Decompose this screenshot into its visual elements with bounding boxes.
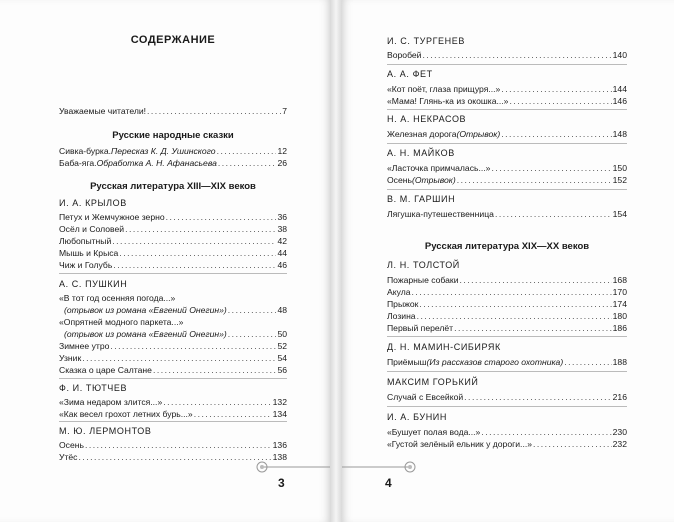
toc-entry: «Как весел грохот летних бурь...» ..... 134 (59, 409, 287, 419)
toc-entry: «Опрятней модного паркета...» (59, 317, 184, 327)
toc-entry: «Бушует полая вода...» ..... 230 (387, 427, 627, 437)
divider (387, 64, 627, 65)
divider (387, 406, 627, 407)
toc-entry: «Густой зелёный ельник у дороги...» ..... 232 (387, 439, 627, 449)
toc-entry: Осень ..... 136 (59, 440, 287, 450)
author-name: МАКСИМ ГОРЬКИЙ (387, 377, 479, 387)
toc-entry: Сказка о царе Салтане ..... 56 (59, 365, 287, 375)
author-name: А. А. ФЕТ (387, 69, 433, 79)
toc-entry: Приёмыш (Из рассказов старого охотника) ..... 188 (387, 357, 627, 367)
toc-entry: Первый перелёт ..... 186 (387, 323, 627, 333)
divider (387, 371, 627, 372)
page-number: 3 (278, 476, 285, 490)
toc-entry: (отрывок из романа «Евгений Онегин») ..... 48 (59, 305, 287, 315)
toc-entry: Прыжок ..... 174 (387, 299, 627, 309)
author-name: И. А. БУНИН (387, 412, 447, 422)
divider (59, 421, 287, 422)
author-name: И. С. ТУРГЕНЕВ (387, 36, 465, 46)
toc-entry: Железная дорога (Отрывок) ..... 148 (387, 129, 627, 139)
divider (387, 143, 627, 144)
toc-entry: Мышь и Крыса ..... 44 (59, 248, 287, 258)
ornament-icon (342, 460, 422, 474)
section-heading: Русские народные сказки (112, 130, 234, 141)
author-name: Л. Н. ТОЛСТОЙ (387, 260, 460, 270)
toc-entry: «Кот поёт, глаза прищуря...» ..... 144 (387, 84, 627, 94)
toc-entry: Любопытный ..... 42 (59, 236, 287, 246)
author-name: Н. А. НЕКРАСОВ (387, 114, 467, 124)
divider (59, 273, 287, 274)
toc-entry: Узник ..... 54 (59, 353, 287, 363)
author-name: В. М. ГАРШИН (387, 194, 456, 204)
toc-entry: Пожарные собаки ..... 168 (387, 275, 627, 285)
divider (59, 378, 287, 379)
author-name: А. С. ПУШКИН (59, 279, 128, 289)
author-name: М. Ю. ЛЕРМОНТОВ (59, 426, 152, 436)
toc-entry: Зимнее утро ..... 52 (59, 341, 287, 351)
ornament-icon (250, 460, 330, 474)
toc-entry: Утёс ..... 138 (59, 452, 287, 462)
toc-entry: (отрывок из романа «Евгений Онегин») ..... 50 (59, 329, 287, 339)
author-name: И. А. КРЫЛОВ (59, 198, 127, 208)
toc-entry: Чиж и Голубь ..... 46 (59, 260, 287, 270)
page-title: СОДЕРЖАНИЕ (130, 34, 216, 46)
divider (387, 109, 627, 110)
divider (387, 189, 627, 190)
toc-entry: Воробей ..... 140 (387, 50, 627, 60)
toc-entry: Лягушка-путешественница ..... 154 (387, 209, 627, 219)
toc-entry: Баба-яга. Обработка А. Н. Афанасьева ..... 26 (59, 158, 287, 168)
toc-entry: «Мама! Глянь-ка из окошка...» ..... 146 (387, 96, 627, 106)
author-name: Д. Н. МАМИН-СИБИРЯК (387, 342, 501, 352)
divider (387, 336, 627, 337)
toc-entry: «В тот год осенняя погода...» (59, 293, 176, 303)
toc-entry: Уважаемые читатели! ..... 7 (59, 106, 287, 116)
author-name: А. Н. МАЙКОВ (387, 148, 455, 158)
toc-entry: «Ласточка примчалась...» ..... 150 (387, 163, 627, 173)
toc-entry: «Зима недаром злится...» ..... 132 (59, 397, 287, 407)
toc-entry: Осень (Отрывок) ..... 152 (387, 175, 627, 185)
author-name: Ф. И. ТЮТЧЕВ (59, 383, 128, 393)
page-number: 4 (385, 476, 392, 490)
section-heading: Русская литература XIX—XX веков (424, 241, 590, 252)
book-gutter (330, 0, 342, 522)
section-heading: Русская литература XIII—XIX веков (90, 181, 256, 192)
toc-entry: Случай с Евсейкой ..... 216 (387, 392, 627, 402)
toc-entry: Лозина ..... 180 (387, 311, 627, 321)
toc-entry: Осёл и Соловей ..... 38 (59, 224, 287, 234)
toc-entry: Петух и Жемчужное зерно ..... 36 (59, 212, 287, 222)
toc-entry: Акула ..... 170 (387, 287, 627, 297)
toc-entry: Сивка-бурка. Пересказ К. Д. Ушинского ..... 12 (59, 146, 287, 156)
